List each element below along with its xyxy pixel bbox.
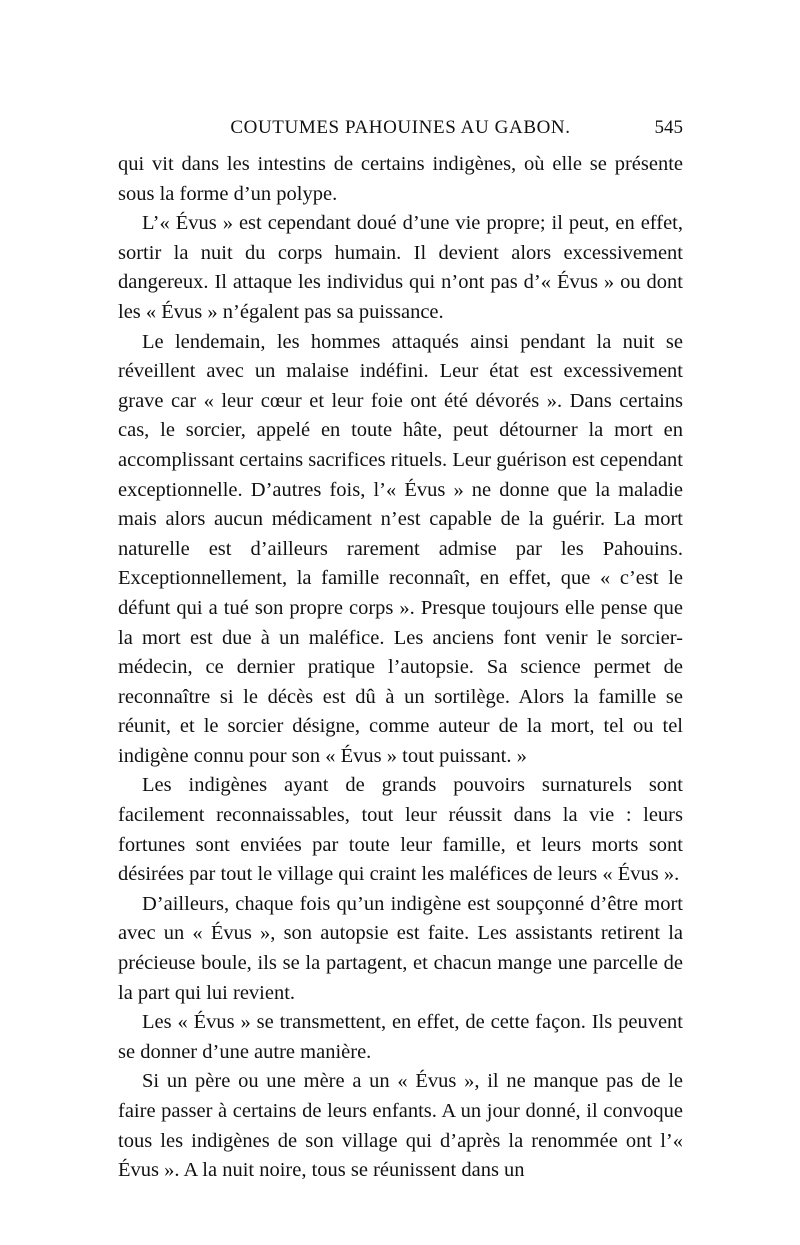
- body-text: [118, 150, 683, 1186]
- paragraph: Si un père ou une mère a un « Évus », il ne manque pas de le faire passer à certains de leurs enfants. A un jour donné, il convoque tous les indigènes de son village qui d’après la renommée ont l’« Évus ». A la nuit noire, tous se réunissent dans un: [118, 1070, 683, 1182]
- paragraph: D’ailleurs, chaque fois qu’un indigène est soupçonné d’être mort avec un « Évus », son autopsie est faite. Les assistants retirent la précieuse boule, ils se la partagent, et chacun mange une parcelle de la part qui lui revient.: [118, 892, 683, 1004]
- page-number: 545: [654, 117, 683, 138]
- paragraph: Le lendemain, les hommes attaqués ainsi pendant la nuit se réveillent avec un malaise indéfini. Leur état est excessivement grave car « leur cœur et leur foie ont été dévorés ». Dans certains cas, le sorcier, appelé en toute hâte, peut détourner la mort en accomplissant certains sacrifices rituels. Leur guérison est cependant exceptionnelle. D’autres fois, l’« Évus » ne donne que la maladie mais alors aucun médicament n’est capable de la guérir. La mort naturelle est d’ailleurs rarement admise par les Pahouins. Exceptionnellement, la famille reconnaît, en effet, que « c’est le défunt qui a tué son propre corps ». Presque toujours elle pense que la mort est due à un maléfice. Les anciens font venir le sorcier-médecin, ce dernier pratique l’autopsie. Sa science permet de reconnaître si le décès est dû à un sortilège. Alors la famille se réunit, et le sorcier désigne, comme auteur de la mort, tel ou tel indigène connu pour son « Évus » tout puissant. »: [118, 330, 683, 767]
- paragraph-continued: qui vit dans les intestins de certains indigènes, où elle se présente sous la forme d’un polype.: [118, 153, 683, 205]
- paragraph: Les indigènes ayant de grands pouvoirs surnaturels sont facilement reconnaissables, tout leur réussit dans la vie : leurs fortunes sont enviées par toute leur famille, et leurs morts sont désirées par tout le village qui craint les maléfices de leurs « Évus ».: [118, 774, 683, 886]
- running-title: COUTUMES PAHOUINES AU GABON.: [230, 117, 571, 138]
- paragraph: Les « Évus » se transmettent, en effet, de cette façon. Ils peuvent se donner d’une autre manière.: [118, 1011, 683, 1063]
- paragraph: L’« Évus » est cependant doué d’une vie propre; il peut, en effet, sortir la nuit du corps humain. Il devient alors excessivement dangereux. Il attaque les individus qui n’ont pas d’« Évus » ou dont les « Évus » n’égalent pas sa puissance.: [118, 212, 683, 323]
- running-head: [118, 117, 683, 143]
